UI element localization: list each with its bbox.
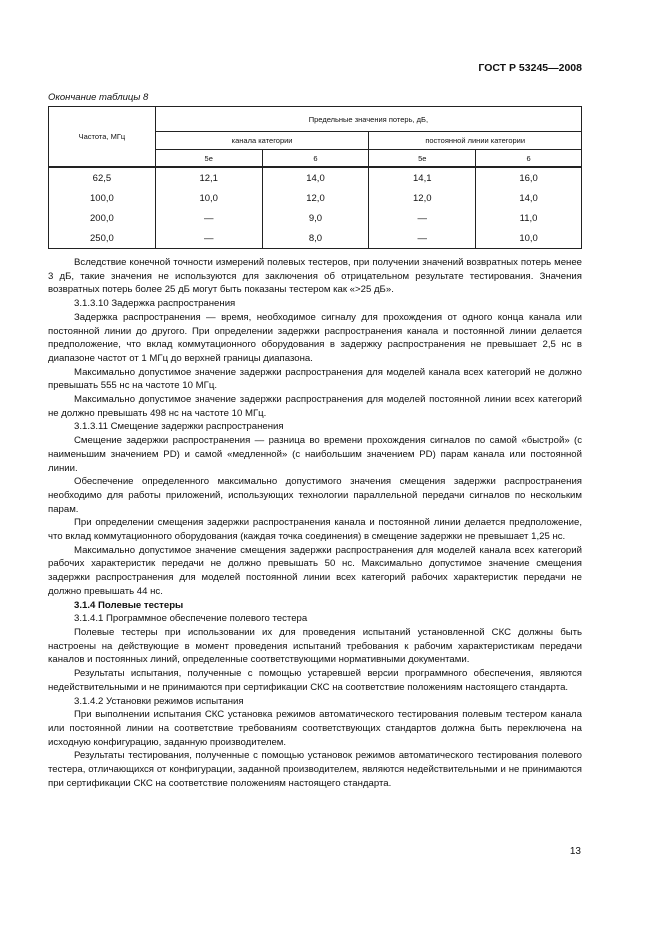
- header-category: 6: [476, 150, 582, 168]
- table-cell: 9,0: [262, 208, 369, 228]
- paragraph: Максимально допустимое значение смещения задержки распространения для моделей канала всех категорий рабочих характеристик передачи не должно превышать 50 нс. Максимально допустимое значение смещения задержки распространения для моделей постоянной линии всех категорий рабочих характеристик передачи не должно превышать 44 нс.: [48, 544, 582, 597]
- header-frequency: Частота, МГц: [49, 107, 156, 168]
- page-number: 13: [569, 846, 581, 857]
- table-cell: 10,0: [476, 228, 582, 249]
- table-cell: 11,0: [476, 208, 582, 228]
- paragraph: При выполнении испытания СКС установка режимов автоматического тестирования полевым тестером канала или постоянной линии на соответствие требованиям соответствующих стандартов должна быть переключена на исходную конфигурацию, заданную производителем.: [48, 709, 582, 748]
- header-category: 6: [262, 150, 369, 168]
- table-cell: 14,1: [369, 167, 476, 188]
- document-header: ГОСТ Р 53245—2008: [478, 62, 582, 74]
- section-heading: 3.1.4.1 Программное обеспечение полевого тестера: [74, 613, 308, 625]
- table-cell: 200,0: [49, 208, 156, 228]
- table-cell: 62,5: [49, 167, 156, 188]
- paragraph: Максимально допустимое значение задержки распространения для моделей постоянной линии всех категорий не должно превышать 498 нс на частоте 10 МГц.: [48, 394, 582, 419]
- table-row: [49, 167, 582, 188]
- paragraph: Максимально допустимое значение задержки распространения для моделей канала всех категорий не должно превышать 555 нс на частоте 10 МГц.: [48, 366, 582, 392]
- table-cell: 12,0: [262, 188, 369, 208]
- table-cell: —: [369, 208, 476, 228]
- paragraph: Результаты испытания, полученные с помощью устаревшей версии программного обеспечения, являются недействительными и не принимаются при сертификации СКС на соответствие положениям настоящего стандарта.: [48, 668, 582, 693]
- section-heading: 3.1.3.10 Задержка распространения: [74, 298, 236, 310]
- paragraph: Полевые тестеры при использовании их для проведения испытаний установленной СКС должны быть настроены на действующие в момент проведения испытаний требования к рабочим характеристикам передачи каналов и постоянных линий, определенные соответствующими нормативными документами.: [48, 626, 582, 666]
- table-cell: —: [155, 228, 262, 249]
- table-cell: 12,1: [155, 167, 262, 188]
- table-cell: 100,0: [49, 188, 156, 208]
- paragraph: Вследствие конечной точности измерений полевых тестеров, при получении значений возвратных потерь менее 3 дБ, такие значения не используются для заключения об отрицательном результате тестирования. Значения возвратных потерь более 25 дБ могут быть показаны тестером как «>25 дБ».: [48, 257, 582, 296]
- table-cell: 14,0: [476, 188, 582, 208]
- header-limits: Предельные значения потерь, дБ,: [155, 107, 581, 132]
- table-row: [49, 188, 582, 208]
- table-row: [49, 208, 582, 228]
- header-channel-group: канала категории: [155, 132, 369, 150]
- table-cell: 12,0: [369, 188, 476, 208]
- table-row: [49, 228, 582, 249]
- table-caption: Окончание таблицы 8: [48, 92, 149, 103]
- section-heading: 3.1.3.11 Смещение задержки распространения: [74, 421, 284, 433]
- section-heading-bold: 3.1.4 Полевые тестеры: [74, 599, 184, 611]
- body-text: [48, 256, 582, 790]
- table-cell: —: [369, 228, 476, 249]
- table-cell: 10,0: [155, 188, 262, 208]
- table-cell: 250,0: [49, 228, 156, 249]
- paragraph: При определении смещения задержки распространения канала и постоянной линии делается предположение, что вклад коммутационного оборудования (каждая точка соединения) в смещение задержки не превышает 1,25 нс.: [48, 517, 582, 543]
- table-cell: 8,0: [262, 228, 369, 249]
- table-cell: 16,0: [476, 167, 582, 188]
- paragraph: Смещение задержки распространения — разница во времени прохождения сигналов по самой «быстрой» (с наименьшим значением PD) и самой «медленной» (с наибольшим значением PD) парам канала или постоянной линии.: [48, 435, 582, 474]
- paragraph: Результаты тестирования, полученные с помощью установок режимов автоматического тестирования полевого тестера, отличающихся от конфигурации, заданной производителем, являются недействительными и не принимаются при сертификации СКС на соответствие положениям настоящего стандарта.: [48, 750, 582, 789]
- paragraph: Задержка распространения — время, необходимое сигналу для прохождения от одного конца канала или постоянной линии до другого. При определении задержки распространения канала и постоянной линии делается предположение, что вклад коммутационного оборудования в задержку распространения не превышает 2,5 нс в диапазоне частот от 1 МГц до верхней границы диапазона.: [48, 311, 582, 364]
- table-cell: 14,0: [262, 167, 369, 188]
- limits-table: [48, 106, 582, 249]
- table-cell: —: [155, 208, 262, 228]
- header-category: 5е: [369, 150, 476, 168]
- header-link-group: постоянной линии категории: [369, 132, 582, 150]
- header-category: 5е: [155, 150, 262, 168]
- paragraph: Обеспечение определенного максимально допустимого значения смещения задержки распространения необходимо для работы приложений, использующих технологии параллельной передачи сигналов по нескольким парам.: [48, 476, 582, 515]
- section-heading: 3.1.4.2 Установки режимов испытания: [74, 695, 244, 707]
